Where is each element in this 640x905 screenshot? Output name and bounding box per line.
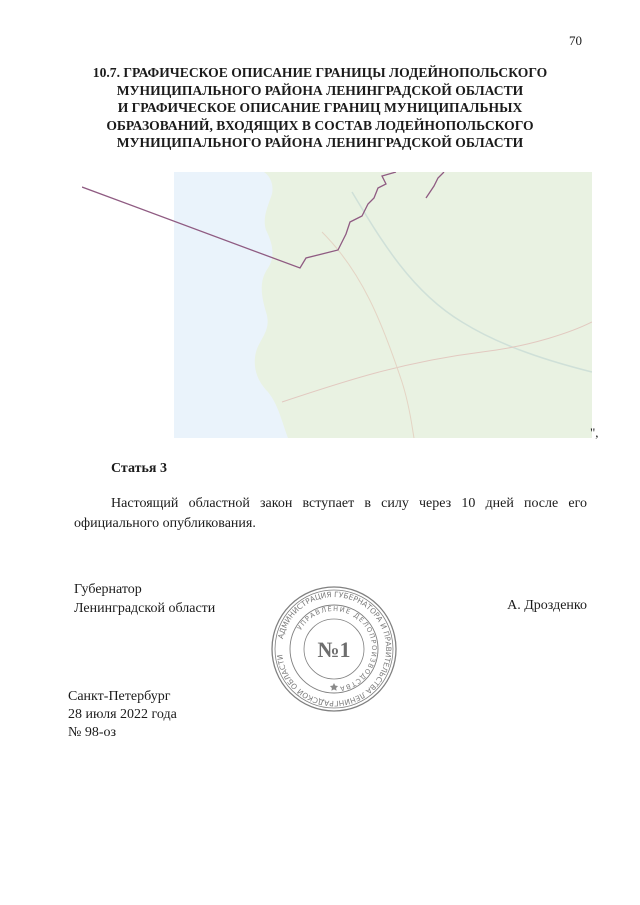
article-text-line-1: Настоящий областной закон вступает в силу через 10 дней после его xyxy=(111,496,587,511)
title-line: МУНИЦИПАЛЬНОГО РАЙОНА ЛЕНИНГРАДСКОЙ ОБЛАСТИ xyxy=(116,135,524,151)
official-seal xyxy=(269,584,399,714)
position-line: Губернатор xyxy=(74,582,142,597)
signatory-position xyxy=(74,580,215,618)
seal-number: №1 xyxy=(317,637,351,662)
section-title xyxy=(60,64,580,152)
footer-law-number: № 98-оз xyxy=(68,725,117,740)
map-closing-quote: ", xyxy=(590,425,599,440)
seal-ring-text: АДМИНИСТРАЦИЯ ГУБЕРНАТОРА И ПРАВИТЕЛЬСТВА ЛЕНИНГРАДСКОЙ ОБЛАСТИ xyxy=(275,589,394,709)
page-number: 70 xyxy=(569,33,582,48)
title-line: МУНИЦИПАЛЬНОГО РАЙОНА ЛЕНИНГРАДСКОЙ ОБЛАСТИ xyxy=(116,82,524,98)
map-image xyxy=(82,172,592,438)
document-footer xyxy=(68,688,177,742)
boundary-map xyxy=(82,172,592,438)
seal-inner-text: УПРАВЛЕНИЕ ДЕЛОПРОИЗВОДСТВА xyxy=(295,604,379,693)
title-line: ОБРАЗОВАНИЙ, ВХОДЯЩИХ В СОСТАВ ЛОДЕЙНОПОЛЬСКОГО xyxy=(106,117,534,133)
signatory-name: А. Дрозденко xyxy=(507,598,587,613)
footer-city: Санкт-Петербург xyxy=(68,689,171,704)
title-line: 10.7. ГРАФИЧЕСКОЕ ОПИСАНИЕ ГРАНИЦЫ ЛОДЕЙНОПОЛЬСКОГО xyxy=(92,65,548,80)
footer-date: 28 июля 2022 года xyxy=(68,707,177,722)
seal-star-icon xyxy=(330,683,338,691)
map-land xyxy=(255,172,592,438)
article-text-line-2: официального опубликования. xyxy=(74,516,256,531)
article-heading: Статья 3 xyxy=(111,461,167,476)
position-line: Ленинградской области xyxy=(74,601,216,616)
title-line: И ГРАФИЧЕСКОЕ ОПИСАНИЕ ГРАНИЦ МУНИЦИПАЛЬНЫХ xyxy=(117,100,523,116)
